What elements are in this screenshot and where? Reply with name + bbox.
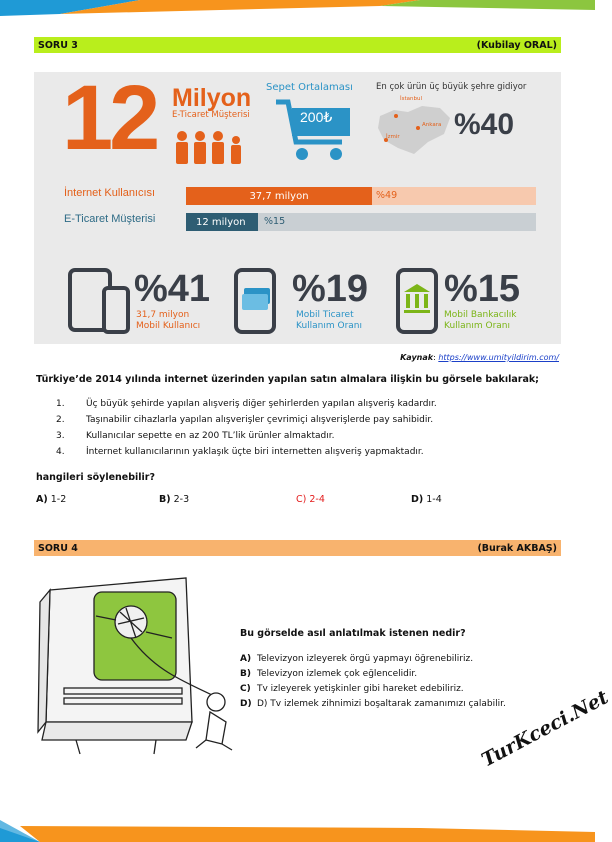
option-a[interactable] [240,651,506,666]
tv-cartoon-image [36,572,232,758]
bottom-edge-decoration [0,820,595,842]
option-d[interactable] [411,494,442,505]
ecommerce-customers-value: 12 milyon [196,216,246,228]
cities-title: En çok ürün üç büyük şehre gidiyor [376,82,527,92]
option-d[interactable] [240,696,506,711]
source-link[interactable]: https://www.umityildirim.com/ [438,353,559,362]
mobile-banking-percent: %15 [444,268,521,310]
option-text: 1-2 [50,494,67,505]
ecommerce-customers-bar-remainder [258,213,536,231]
list-item [56,396,437,412]
city-istanbul: İstanbul [400,96,423,102]
list-item [56,428,437,444]
question-4-stem: Bu görselde asıl anlatılmak istenen nedir? [240,628,466,639]
mobile-users-line-2: Mobil Kullanıcı [136,320,201,331]
item-number: 4. [56,447,65,457]
option-letter: A) [240,653,252,664]
basket-average-title: Sepet Ortalaması [266,82,353,93]
option-letter: D) [240,698,252,709]
option-letter: B) [159,494,171,505]
question-3-prompt: hangileri söylenebilir? [36,472,155,483]
source-label: Kaynak [400,353,434,362]
customers-label: E-Ticaret Müşterisi [172,110,250,120]
internet-users-value: 37,7 milyon [249,190,309,202]
tablet-phone-icon [68,268,132,334]
list-item [56,412,437,428]
internet-users-label: İnternet Kullanıcısı [64,187,156,199]
item-text: İnternet kullanıcılarının yaklaşık üçte biri internetten alışveriş yapmaktadır. [86,447,424,457]
mobile-users-percent: %41 [134,268,211,310]
item-number: 3. [56,431,65,441]
turkey-map-icon [374,94,454,164]
mobile-banking-line-2: Kullanım Oranı [444,320,511,331]
question-4-author: (Burak AKBAŞ) [477,542,557,554]
option-text: Tv izleyerek yetişkinler gibi hareket edebiliriz. [257,683,464,694]
option-b[interactable] [240,666,506,681]
ecommerce-customers-label: E-Ticaret Müşterisi [64,213,156,225]
big-number: 12 [62,67,157,169]
item-number: 1. [56,399,65,409]
people-icon [172,130,252,164]
source-citation: Kaynak: https://www.umityildirim.com/ [400,353,559,362]
option-text: D) Tv izlemek zihnimizi boşaltarak zamanımızı çalabilir. [257,698,506,709]
internet-users-percent: %49 [376,190,398,201]
option-b[interactable] [159,494,189,505]
item-number: 2. [56,415,65,425]
mobile-banking-line-1: Mobil Bankacılık [444,310,517,320]
list-item [56,444,437,460]
ecommerce-infographic [34,67,561,344]
question-4-options [240,651,506,711]
option-letter: B) [240,668,251,679]
option-c[interactable] [240,681,506,696]
shopping-cart-icon [274,96,354,164]
internet-users-bar [186,187,372,205]
question-3-stem: Türkiye’de 2014 yılında internet üzerinden yapılan satın almalara ilişkin bu görsele bakılarak; [36,374,539,385]
mobile-commerce-line-1: Mobil Ticaret [296,310,354,320]
option-text: 1-4 [426,494,442,505]
option-text: 2-4 [309,494,325,505]
cities-percent: %40 [454,108,515,141]
phone-card-icon [234,268,278,334]
option-text: Televizyon izleyerek örgü yapmayı öğrenebiliriz. [257,653,474,664]
mobile-banking-label [444,310,516,332]
question-3-label: SORU 3 [38,39,78,51]
question-4-label: SORU 4 [38,542,78,554]
phone-bank-icon [396,268,440,334]
option-letter: D) [411,494,424,505]
city-ankara: Ankara [422,122,442,128]
ecommerce-customers-percent: %15 [264,216,286,227]
mobile-commerce-line-2: Kullanım Oranı [296,320,363,331]
ecommerce-customers-bar [186,213,258,231]
option-text: Televizyon izlemek çok eğlencelidir. [257,668,418,679]
item-text: Taşınabilir cihazlarla yapılan alışverişler çevrimiçi alışverişlerde pay sahibidir. [86,415,434,425]
city-izmir: İzmir [386,134,400,140]
top-edge-decoration [0,0,595,22]
option-c[interactable] [296,494,325,505]
option-letter: C) [296,494,307,505]
option-letter: A) [36,494,48,505]
unit-label: Milyon [172,84,252,112]
mobile-users-line-1: 31,7 milyon [136,310,190,320]
mobile-users-label [136,310,200,332]
question-3-author: (Kubilay ORAL) [476,39,557,51]
mobile-commerce-label [296,310,362,332]
question-3-header [34,37,561,53]
basket-average-value: 200₺ [300,109,333,125]
option-letter: C) [240,683,251,694]
option-a[interactable] [36,494,66,505]
mobile-commerce-percent: %19 [292,268,369,310]
statement-list [56,396,437,460]
watermark: TurKceci.Net [478,686,612,772]
item-text: Kullanıcılar sepette en az 200 TL’lik ürünler almaktadır. [86,431,335,441]
option-text: 2-3 [173,494,190,505]
question-4-header [34,540,561,556]
item-text: Üç büyük şehirde yapılan alışveriş diğer şehirlerden yapılan alışveriş kadardır. [86,399,437,409]
